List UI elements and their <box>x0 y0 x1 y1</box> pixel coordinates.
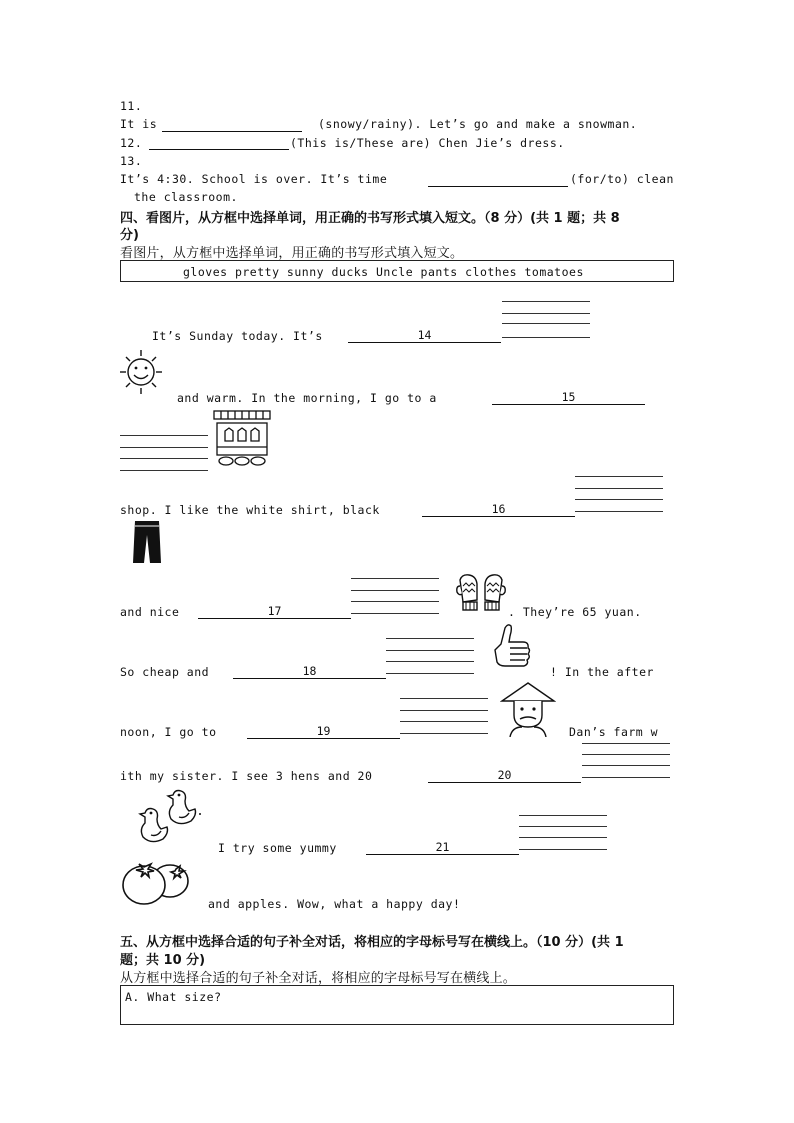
section-5-heading-cont: 题；共 10 分) <box>120 953 206 968</box>
question-11-number: 11. <box>120 99 143 113</box>
passage-line-22: and apples. Wow, what a happy day! <box>208 897 461 911</box>
passage-line-18-end: ! In the after <box>550 665 654 679</box>
thumbs-up-icon <box>487 622 535 676</box>
blank-20[interactable]: 20 <box>428 768 581 783</box>
question-13-blank[interactable] <box>428 172 568 187</box>
question-12-text: (This is/These are) Chen Jie’s dress. <box>290 136 565 150</box>
question-13-text-start: It’s 4:30. School is over. It’s time <box>120 172 388 186</box>
question-13-number: 13. <box>120 154 143 168</box>
blank-17[interactable]: 17 <box>198 604 351 619</box>
passage-line-17: and nice <box>120 605 180 619</box>
blank-16[interactable]: 16 <box>422 502 575 517</box>
blank-18[interactable]: 18 <box>233 664 386 679</box>
blank-19[interactable]: 19 <box>247 724 400 739</box>
section-4-heading-cont: 分) <box>120 228 139 243</box>
question-11-blank[interactable] <box>162 117 302 132</box>
passage-line-18: So cheap and <box>120 665 210 679</box>
passage-line-16: shop. I like the white shirt, black <box>120 503 380 517</box>
section-4-heading: 四、看图片，从方框中选择单词，用正确的书写形式填入短文。（8 分）(共 1 题；共 8 <box>120 211 620 226</box>
gloves-icon <box>456 572 506 614</box>
passage-line-19-end: Dan’s farm w <box>569 725 659 739</box>
blank-21[interactable]: 21 <box>366 840 519 855</box>
question-12-blank[interactable] <box>149 135 289 150</box>
word-box-words: gloves pretty sunny ducks Uncle pants clothes tomatoes <box>183 265 584 279</box>
passage-line-19: noon, I go to <box>120 725 217 739</box>
question-12-number: 12. <box>120 136 143 150</box>
question-11-text-end: (snowy/rainy). Let’s go and make a snowman. <box>318 117 638 131</box>
tomatoes-icon <box>120 859 192 907</box>
passage-line-15: and warm. In the morning, I go to a <box>177 391 437 405</box>
section-5-heading: 五、从方框中选择合适的句子补全对话，将相应的字母标号写在横线上。（10 分）(共 1 <box>120 935 624 950</box>
sun-icon <box>119 346 163 398</box>
option-a: A. What size? <box>125 990 222 1004</box>
word-box <box>120 260 674 282</box>
question-13-continuation: the classroom. <box>134 190 238 204</box>
passage-line-20: ith my sister. I see 3 hens and 20 <box>120 769 373 783</box>
passage-line-21: I try some yummy <box>218 841 337 855</box>
clothes-shop-icon <box>212 409 272 469</box>
farmer-uncle-icon <box>500 681 556 737</box>
ducks-icon <box>133 783 203 851</box>
blank-15[interactable]: 15 <box>492 390 645 405</box>
pants-icon <box>131 519 163 565</box>
passage-line-14: It’s Sunday today. It’s <box>152 329 323 343</box>
section-4-instruction: 看图片，从方框中选择单词，用正确的书写形式填入短文。 <box>120 246 464 261</box>
passage-line-17-end: . They’re 65 yuan. <box>508 605 642 619</box>
question-13-text-end: (for/to) clean <box>570 172 674 186</box>
options-box <box>120 985 674 1025</box>
blank-14[interactable]: 14 <box>348 328 501 343</box>
section-5-instruction: 从方框中选择合适的句子补全对话，将相应的字母标号写在横线上。 <box>120 971 517 986</box>
question-11-text-start: It is <box>120 117 158 131</box>
